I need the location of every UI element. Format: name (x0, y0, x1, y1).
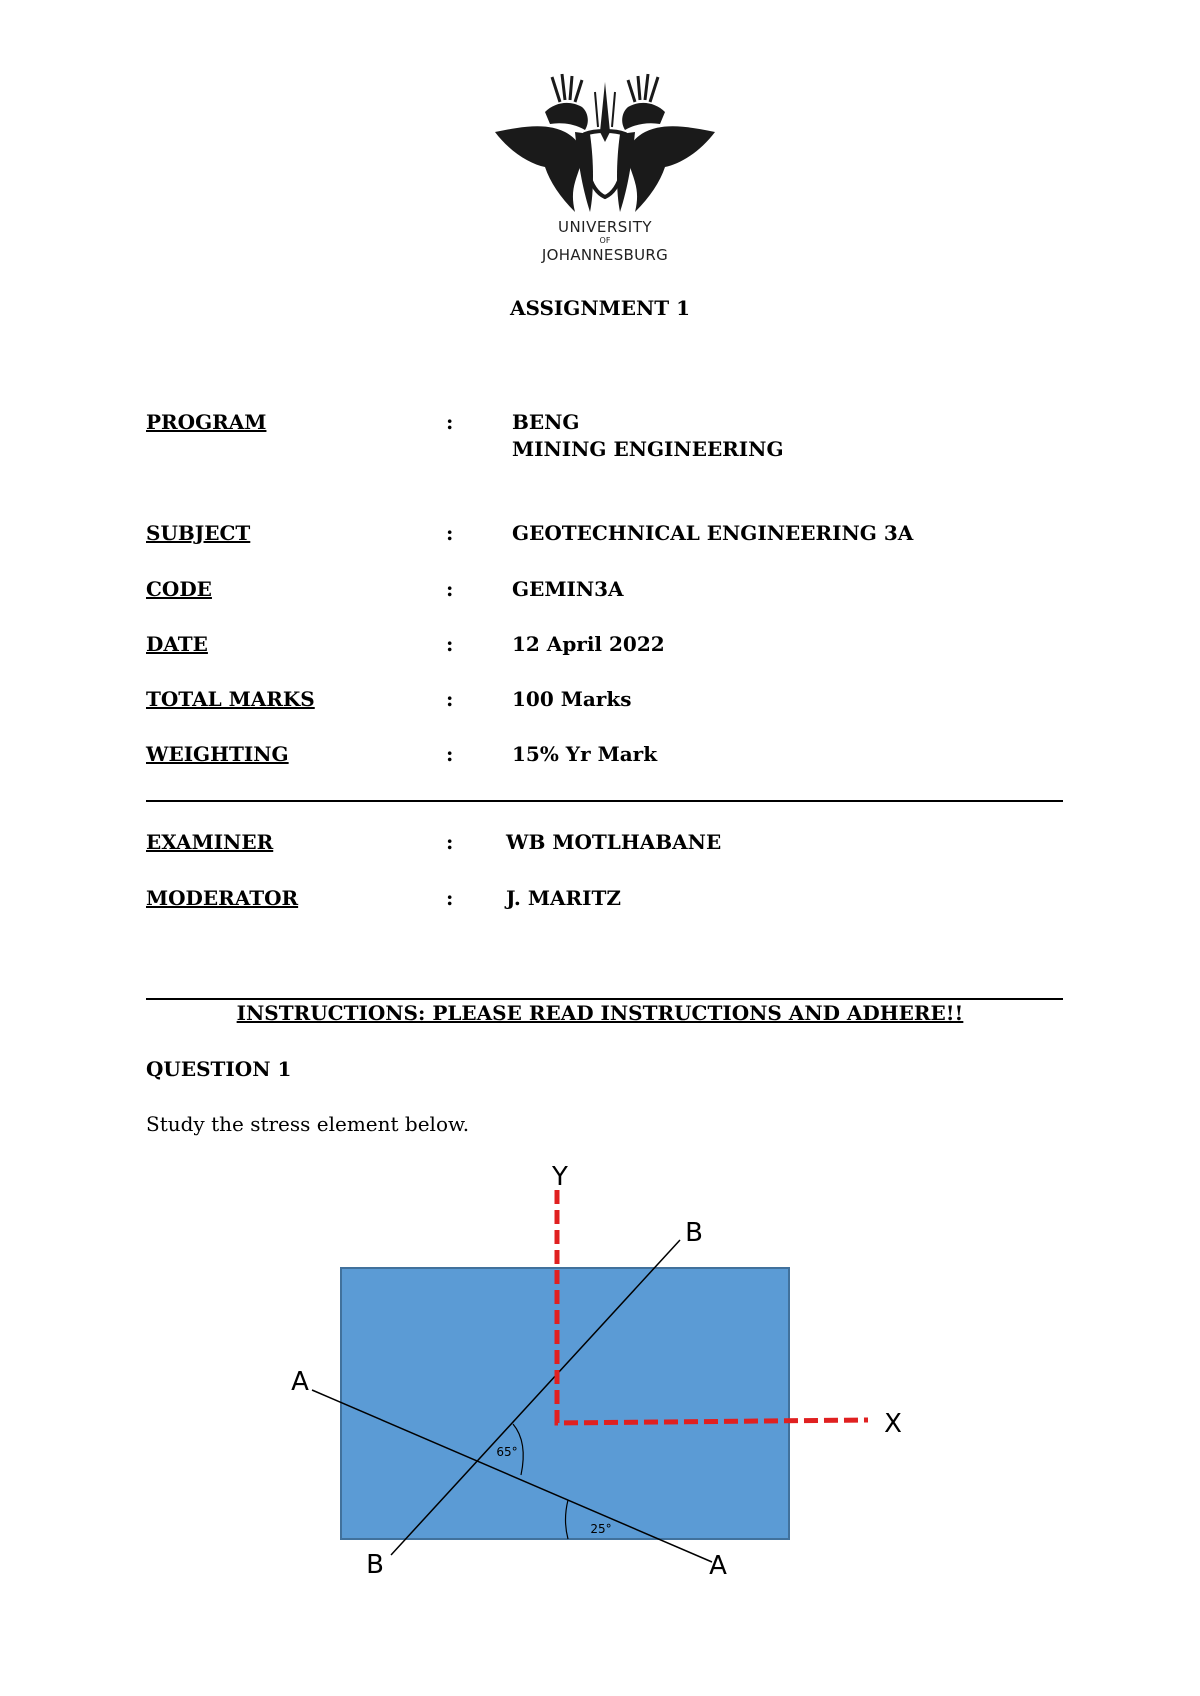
weighting-label: WEIGHTING (146, 742, 289, 766)
weighting-value: 15% Yr Mark (512, 742, 658, 766)
code-value: GEMIN3A (512, 577, 624, 601)
moderator-colon: : (446, 886, 454, 910)
question-heading: QUESTION 1 (146, 1057, 292, 1081)
total-marks-label: TOTAL MARKS (146, 687, 315, 711)
total-marks-value: 100 Marks (512, 687, 632, 711)
label-b-bottom: B (366, 1550, 384, 1580)
date-colon: : (446, 632, 454, 656)
subject-label: SUBJECT (146, 521, 251, 545)
code-colon: : (446, 577, 454, 601)
program-colon: : (446, 410, 454, 434)
question-text: Study the stress element below. (146, 1112, 470, 1136)
angle-label-65: 65° (496, 1445, 518, 1459)
label-a-right: A (709, 1551, 727, 1581)
program-value-line2: MINING ENGINEERING (512, 437, 784, 461)
angle-label-25: 25° (590, 1522, 612, 1536)
label-a-left: A (291, 1367, 309, 1397)
label-b-top: B (685, 1218, 703, 1248)
weighting-colon: : (446, 742, 454, 766)
label-x: X (884, 1409, 902, 1439)
date-value: 12 April 2022 (512, 632, 665, 656)
code-label: CODE (146, 577, 212, 601)
logo-text-of: OF (599, 236, 611, 245)
subject-value: GEOTECHNICAL ENGINEERING 3A (512, 521, 914, 545)
moderator-label: MODERATOR (146, 886, 299, 910)
label-y: Y (552, 1162, 568, 1192)
examiner-value: WB MOTLHABANE (506, 830, 722, 854)
program-value-line1: BENG (512, 410, 580, 434)
total-marks-colon: : (446, 687, 454, 711)
instructions-heading: INSTRUCTIONS: PLEASE READ INSTRUCTIONS AND ADHERE!! (236, 1001, 964, 1025)
moderator-value: J. MARITZ (506, 886, 621, 910)
examiner-colon: : (446, 830, 454, 854)
subject-colon: : (446, 521, 454, 545)
date-label: DATE (146, 632, 208, 656)
program-label: PROGRAM (146, 410, 267, 434)
assignment-title: ASSIGNMENT 1 (509, 296, 691, 320)
logo-text-university: UNIVERSITY (557, 218, 653, 236)
examiner-label: EXAMINER (146, 830, 274, 854)
logo-text-johannesburg: JOHANNESBURG (541, 246, 669, 264)
